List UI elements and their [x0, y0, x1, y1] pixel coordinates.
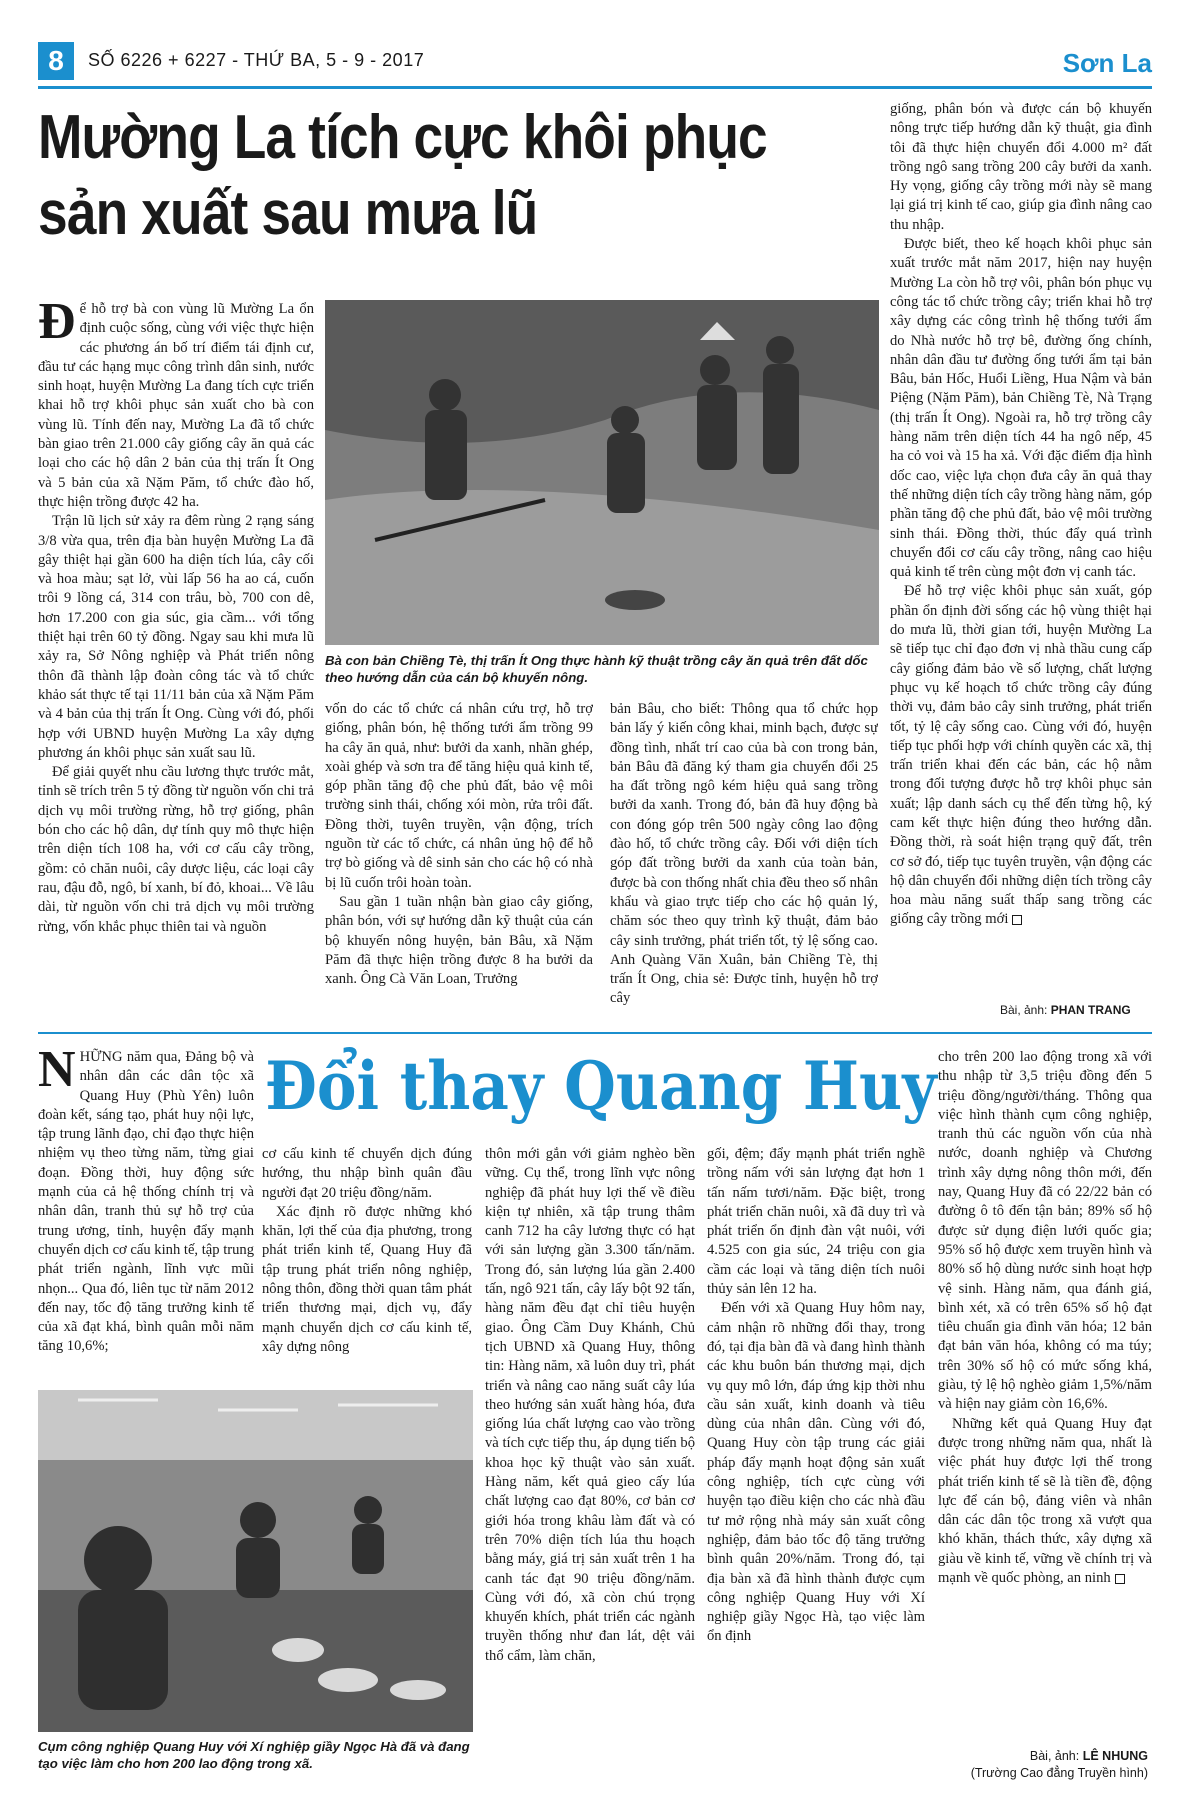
article2-column-4	[707, 1145, 925, 1793]
article1-column-2	[325, 700, 593, 1020]
article2-photo-caption: Cụm công nghiệp Quang Huy với Xí nghiệp giầy Ngọc Hà đã và đang tạo việc làm cho hơn 200 lao động trong xã.	[38, 1739, 470, 1771]
article1-col4-para-2: Để hỗ trợ việc khôi phục sản xuất, góp phần ổn định đời sống các hộ vùng thiệt hại do mưa lũ, thời gian tới, huyện Mường La sẽ tiếp tục chỉ đạo đơn vị nhà thầu cung cấp cây giống đảm bảo về số lượng, chất lượng phục vụ kế hoạch tổ chức trồng cây đúng thời vụ, đảm bảo cây sinh trưởng, phát triển tốt, tỷ lệ cây sống cao. Cùng với đó, huyện tiếp tục phối hợp với chính quyền các xã, thị trấn triển khai đến các bản, các hộ nằm trong đối tượng được hỗ trợ khôi phục sản xuất; lập danh sách cụ thể đến từng hộ, ký cam kết thực hiện đúng theo hướng dẫn. Đồng thời, rà soát hiện trạng quỹ đất, trên cơ sở đó, tiếp tục tuyên truyền, vận động các hộ dân chuyển đổi những diện tích trồng cây hoa màu năng suất thấp sang trồng các giống cây trồng mới	[890, 583, 1152, 928]
article2-col5-para-1: Những kết quả Quang Huy đạt được trong những năm qua, nhất là việc phát huy được lợi thế trong phát triển kinh tế sẽ là tiền đề, động lực để cán bộ, đảng viên và nhân dân các dân tộc trong xã vượt qua khó khăn, thách thức, xây dựng xã giàu về kinh tế, vững về chính trị và mạnh về quốc phòng, an ninh	[938, 1415, 1152, 1587]
article2-col1-para-0: NHỮNG năm qua, Đảng bộ và nhân dân các dân tộc xã Quang Huy (Phù Yên) luôn đoàn kết, sáng tạo, phát huy nội lực, tập trung lãnh đạo, chỉ đạo thực hiện nhiệm vụ theo từng năm, từng giai đoạn. Đồng thời, huy động sức mạnh của cả hệ thống chính trị và nhân dân, tranh thủ sự hỗ trợ của trung ương, tỉnh, huyện đẩy mạnh chuyển dịch cơ cấu kinh tế, tập trung phát triển ngành, lĩnh vực mũi nhọn... Qua đó, liên tục từ năm 2012 đến nay, tốc độ tăng trưởng kinh tế của xã đạt khá, bình quân mỗi năm tăng 10,6%;	[38, 1048, 254, 1355]
article1-column-1	[38, 300, 314, 1020]
article1-byline-author: PHAN TRANG	[1050, 1003, 1131, 1017]
article2-col5-para-0: cho trên 200 lao động trong xã với thu nhập từ 3,5 triệu đồng đến 5 triệu đồng/người/tháng. Thông qua việc hình thành cụm công nghiệp, tranh thủ các nguồn vốn của nhà nước, doanh nghiệp và Chương trình xây dựng nông thôn mới, đến nay, Quang Huy đã có 22/22 bản có đường ô tô đến tận bản; 89% số hộ được sử dụng điện lưới quốc gia; 95% số hộ được xem truyền hình và 80% số hộ dùng nước sinh hoạt hợp vệ sinh. Hàng năm, qua đánh giá, bình xét, xã có trên 65% số hộ đạt tiêu chuẩn gia đình văn hóa; 12 bản đạt bản văn hóa, không có ma túy; trên 30% số hộ có mức sống khá, giàu, tỷ lệ hộ nghèo giảm 1,5%/năm và hiện nay giảm còn 16,6%.	[938, 1049, 1152, 1413]
article1-headline-line1: Mường La tích cực khôi phục	[38, 103, 767, 172]
article1-col3-para-0: bản Bâu, cho biết: Thông qua tổ chức họp bản lấy ý kiến công khai, minh bạch, được sự đồng tình, nhất trí cao của bà con trong bản, bản Bâu đã đăng ký tham gia chuyển đổi 25 ha đất trồng ngô kém hiệu quả sang trồng bưởi da xanh. Trong đó, bản đã huy động bà con đóng góp trên 500 ngày công lao động đào hố, tổ chức trồng cây. Đối với diện tích góp đất trồng bưởi da xanh của toàn bản, được bà con thống nhất chia đều theo số nhân khẩu và giao trực tiếp cho các hộ quản lý, chăm sóc theo quy trình kỹ thuật, đảm bảo cây sinh trưởng, phát triển tốt, tỷ lệ sống cao. Anh Quàng Văn Xuân, bản Chiềng Tè, thị trấn Ít Ong, chia sẻ: Được tỉnh, huyện hỗ trợ cây	[610, 701, 878, 1007]
end-mark-icon	[1115, 1574, 1125, 1584]
article2-col3-para-0: thôn mới gắn với giảm nghèo bền vững. Cụ thể, trong lĩnh vực nông nghiệp đã phát huy lợi thế về điều kiện tự nhiên, xã tập trung thâm canh 712 ha cây lương thực có hạt với sản lượng gần 3.300 tấn/năm. Trong đó, sản lượng lúa gần 2.400 tấn, ngô 921 tấn, cây lấy bột 92 tấn, hàng năm đều đạt chỉ tiêu huyện giao. Ông Cầm Duy Khánh, Chủ tịch UBND xã Quang Huy, thông tin: Hàng năm, xã luôn duy trì, phát triển và nâng cao năng suất cây lúa theo hướng sản xuất hàng hóa, đưa giống lúa chất lượng cao vào trồng và tích cực tiếp thu, áp dụng tiến bộ khoa học kỹ thuật vào sản xuất. Hàng năm, kết quả gieo cấy lúa chất lượng cao đạt 80%, cơ bản cơ giới hóa trong khâu làm đất và có trên 70% diện tích lúa thu hoạch bằng máy, giá trị sản xuất trên 1 ha canh tác đạt 90 triệu đồng/năm. Cùng với đó, xã còn chú trọng khuyến khích, phát triển các ngành truyền thống như đan lát, dệt vải thổ cẩm, làm chăn,	[485, 1146, 695, 1664]
article1-col2-para-1: Sau gần 1 tuần nhận bàn giao cây giống, phân bón, với sự hướng dẫn kỹ thuật của cán bộ khuyến nông huyện, bản Bâu, xã Nặm Păm đã thực hiện trồng được 8 ha bưởi da xanh. Ông Cà Văn Loan, Trưởng	[325, 893, 593, 988]
end-mark-icon	[1012, 915, 1022, 925]
header-rule	[38, 86, 1152, 89]
article1-headline-line2: sản xuất sau mưa lũ	[38, 179, 538, 248]
article1-col1-para-2: Để giải quyết nhu cầu lương thực trước mắt, tỉnh sẽ trích trên 5 tỷ đồng từ nguồn vốn chi trả dịch vụ môi trường rừng, hỗ trợ giống, phân bón cho các hộ dân, dự tính quy mô thực hiện trên diện tích 108 ha, với cơ cấu cây trồng, gồm: cỏ chăn nuôi, cây dược liệu, các loại cây rau, đậu đỗ, ngô, bí xanh, bí đỏ, khoai... Về lâu dài, từ nguồn vốn chi trả dịch vụ môi trường rừng, vốn khắc phục thiên tai và nguồn	[38, 764, 314, 935]
article1-photo	[325, 300, 879, 645]
article2-col4-para-0: gối, đệm; đẩy mạnh phát triển nghề trồng nấm với sản lượng đạt hơn 1 tấn nấm tươi/năm. Đặc biệt, trong phát triển chăn nuôi, xã đã duy trì và phát triển ổn định đàn vật nuôi, với 4.525 con gia súc, 24 triệu con gia cầm các loại và tăng diện tích nuôi thủy sản lên 12 ha.	[707, 1146, 925, 1298]
article1-col1-para-1: Trận lũ lịch sử xảy ra đêm rùng 2 rạng sáng 3/8 vừa qua, trên địa bàn huyện Mường La đã gây thiệt hại gần 600 ha diện tích lúa, cây cối và hoa màu; sạt lở, vùi lấp 56 ha ao cá, cuốn trôi 9 lồng cá, 314 con trâu, bò, 700 con dê, hơn 17.200 con gia súc, gia cầm... với tổng thiệt hại trên 60 tỷ đồng. Ngay sau khi mưa lũ xảy ra, Sở Nông nghiệp và Phát triển nông thôn đã thành lập đoàn công tác và tổ chức khảo sát thực tế tại 11/11 bản của xã Nặm Păm và 4 bản của thị trấn Ít Ong. Cùng với đó, phối hợp với UBND huyện Mường La xây dựng phương án khôi phục sản xuất sau lũ.	[38, 513, 314, 761]
article2-column-2	[262, 1145, 472, 1385]
section-name: Sơn La	[1062, 48, 1152, 78]
article1-dropcap: Đ	[38, 300, 76, 350]
issue-info: SỐ 6226 + 6227 - THỨ BA, 5 - 9 - 2017	[88, 50, 425, 70]
article-divider	[38, 1032, 1152, 1034]
article2-column-5	[938, 1048, 1152, 1748]
article1-col1-para-0: Để hỗ trợ bà con vùng lũ Mường La ổn định cuộc sống, cùng với việc thực hiện các phương án bố trí điểm tái định cư, đầu tư các hạng mục công trình dân sinh, nước sinh hoạt, huyện Mường La đang tích cực triển khai hỗ trợ khôi phục sản xuất cho bà con vùng lũ. Tính đến nay, Mường La đã tổ chức bàn giao trên 21.000 cây giống cây ăn quả các loại cho các hộ dân 2 bản của thị trấn Ít Ong và 5 bản của xã Nặm Păm, tổ chức đào hố, thực hiện trồng được 42 ha.	[38, 300, 314, 510]
article2-col2-para-0: cơ cấu kinh tế chuyển dịch đúng hướng, thu nhập bình quân đầu người đạt 20 triệu đồng/năm.	[262, 1146, 472, 1201]
article1-col4-para-1: Được biết, theo kế hoạch khôi phục sản xuất trước mắt năm 2017, hiện nay huyện Mường La còn hỗ trợ vôi, phân bón phục vụ công tác tổ chức trồng cây; triển khai hỗ trợ xây dựng các công trình hệ thống tưới ẩm do Nhà nước hỗ trợ bê, đường ống chính, nhân dân đầu tư đường ống tưới ẩm tại bản Bâu, bản Hốc, Huổi Liềng, Hua Nậm và bản Piệng (Nặm Păm), bản Chiềng Tè, Nà Trạng (thị trấn Ít Ong). Ngoài ra, hỗ trợ trồng cây hàng năm trên diện tích 44 ha ngô nếp, 45 ha cỏ voi và 15 ha xả. Với đặc điểm địa hình dốc cao, việc lựa chọn đưa cây ăn quả thay thế những diện tích cây trồng hàng năm, góp phần tăng độ che phủ đất, bảo vệ môi trường sinh thái. Đồng thời, thúc đẩy quá trình chuyển đổi cơ cấu cây trồng, nâng cao hiệu quả kinh tế trên cùng một đơn vị canh tác.	[890, 236, 1152, 581]
farmers-planting-photo-icon	[325, 300, 879, 645]
article1-byline	[1000, 1003, 1131, 1017]
article2-headline: Đổi thay Quang Huy	[265, 1047, 937, 1125]
article1-column-3	[610, 700, 878, 1020]
article1-photo-caption: Bà con bản Chiềng Tè, thị trấn Ít Ong thực hành kỹ thuật trồng cây ăn quả trên đất dốc theo hướng dẫn của cán bộ khuyến nông.	[325, 653, 868, 685]
article2-byline	[948, 1748, 1148, 1782]
article2-col2-para-1: Xác định rõ được những khó khăn, lợi thế của địa phương, trong phát triển kinh tế, Quang Huy đã tập trung phát triển nông nghiệp, nông thôn, đồng thời quan tâm phát triển thương mại, dịch vụ, đẩy mạnh chuyển dịch cơ cấu kinh tế, xây dựng nông	[262, 1203, 472, 1355]
page-number: 8	[38, 42, 74, 80]
article1-col2-para-0: vốn do các tổ chức cá nhân cứu trợ, hỗ trợ giống, phân bón, hệ thống tưới ẩm trồng 99 ha cây ăn quả, như: bưởi da xanh, nhãn ghép, xoài ghép và sơn tra để tăng hiệu quả kinh tế, góp phần tăng độ che phủ đất, bảo vệ môi trường sinh thái, chống xói mòn, rửa trôi đất. Đồng thời, tuyên truyền, vận động, trích nguồn từ các tổ chức, cá nhân ủng hộ để hỗ trợ bò giống và dê sinh sản cho các hộ có nhà bị lũ cuốn trôi hoàn toàn.	[325, 701, 593, 891]
article2-dropcap: N	[38, 1048, 76, 1098]
article2-column-1	[38, 1048, 254, 1378]
article1-headline	[38, 100, 767, 252]
article2-column-3	[485, 1145, 695, 1793]
article2-byline-author: LÊ NHUNG	[1082, 1749, 1148, 1763]
article1-col4-para-0: giống, phân bón và được cán bộ khuyến nông trực tiếp hướng dẫn kỹ thuật, gia đình tôi đã thực hiện chuyển đổi 4.000 m² đất trồng ngô sang trồng 200 cây bưởi da xanh. Hy vọng, giống cây trồng mới này sẽ mang lại giá trị kinh tế cao, giúp gia đình nâng cao thu nhập.	[890, 101, 1152, 233]
article2-byline-prefix: Bài, ảnh:	[1029, 1749, 1080, 1763]
article1-column-4	[890, 100, 1152, 1020]
article1-byline-prefix: Bài, ảnh:	[1000, 1003, 1048, 1017]
factory-workers-photo-icon	[38, 1390, 473, 1732]
article2-byline-affiliation: (Trường Cao đẳng Truyền hình)	[970, 1766, 1148, 1780]
article2-photo	[38, 1390, 473, 1732]
article2-col4-para-1: Đến với xã Quang Huy hôm nay, cảm nhận rõ những đổi thay, trong đó, tại địa bàn đã và đang hình thành các khu buôn bán thương mại, dịch vụ quy mô lớn, đáp ứng kịp thời nhu cầu sản xuất, kinh doanh và tiêu dùng của nhân dân. Cùng với đó, Quang Huy còn tập trung các giải pháp đẩy mạnh hoạt động sản xuất công nghiệp, tích cực cùng với huyện tạo điều kiện cho các nhà đầu tư mở rộng nhà máy sản xuất công nghiệp, đảm bảo tốc độ tăng trưởng bình quân 20%/năm. Trong đó, tại địa bàn xã đã hình thành được cụm công nghiệp Quang Huy với Xí nghiệp giầy Ngọc Hà, tạo việc làm ổn định	[707, 1300, 925, 1645]
